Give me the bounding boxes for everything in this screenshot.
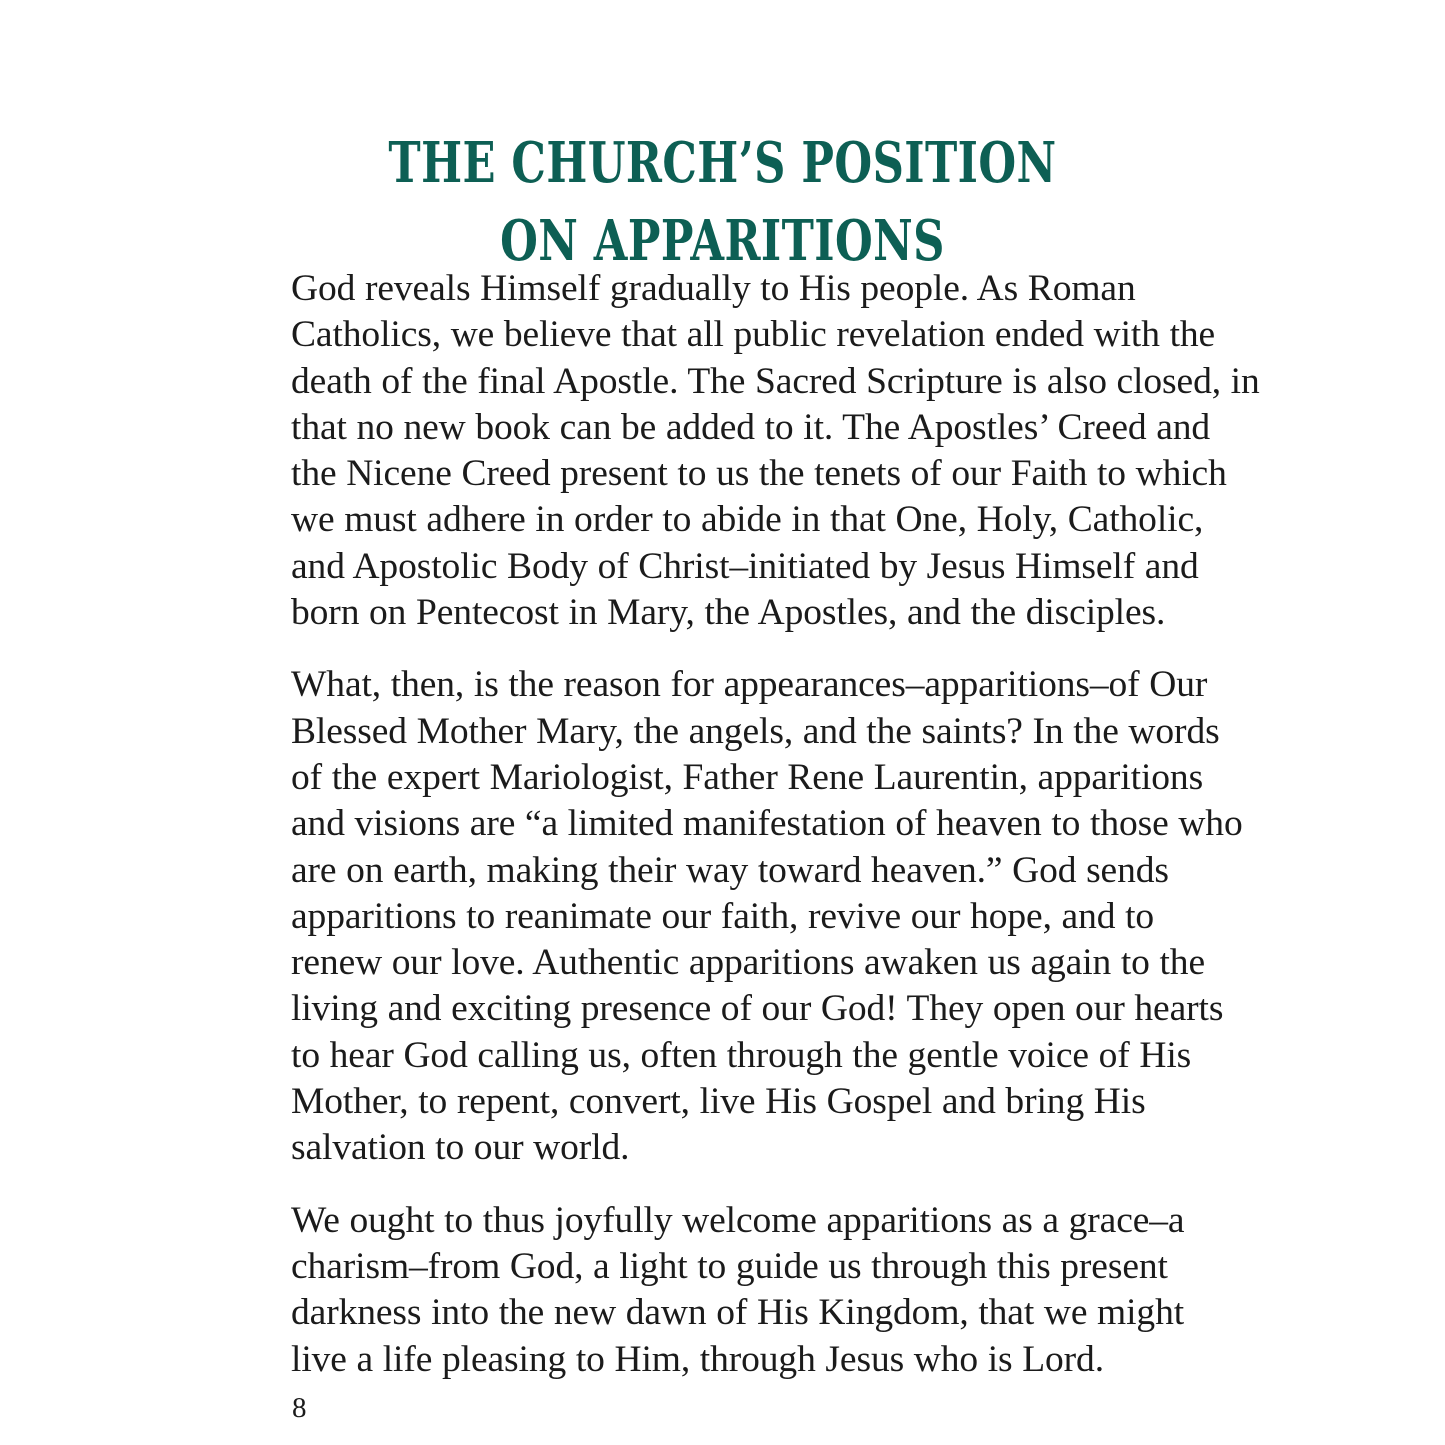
text-line: What, then, is the reason for appearances–apparitions–of Our [291, 664, 1208, 706]
page-title-line-1: THE CHURCH’S POSITION [388, 129, 1057, 196]
page-title-line-2: ON APPARITIONS [500, 207, 945, 274]
page-title [101, 124, 1344, 280]
text-line: Catholics, we believe that all public revelation ended with the [291, 314, 1216, 356]
text-line: are on earth, making their way toward heaven.” God sends [291, 849, 1169, 891]
text-line: salvation to our world. [291, 1127, 630, 1169]
paragraph-2 [291, 662, 1243, 1171]
text-line: renew our love. Authentic apparitions awaken us again to the [291, 942, 1205, 984]
text-line: the Nicene Creed present to us the tenets of our Faith to which [291, 453, 1227, 495]
text-line: born on Pentecost in Mary, the Apostles, and the disciples. [291, 592, 1166, 634]
paragraph-3 [291, 1198, 1185, 1383]
text-line: and visions are “a limited manifestation of heaven to those who [291, 803, 1243, 845]
text-line: We ought to thus joyfully welcome apparitions as a grace–a [291, 1199, 1185, 1241]
text-line: of the expert Mariologist, Father Rene Laurentin, apparitions [291, 756, 1204, 798]
text-line: Blessed Mother Mary, the angels, and the saints? In the words [291, 710, 1220, 752]
text-line: to hear God calling us, often through the gentle voice of His [291, 1034, 1192, 1076]
paragraph-1 [291, 266, 1260, 636]
text-line: darkness into the new dawn of His Kingdom, that we might [291, 1292, 1185, 1334]
text-line: God reveals Himself gradually to His people. As Roman [291, 268, 1136, 309]
text-line: we must adhere in order to abide in that One, Holy, Catholic, [291, 499, 1204, 541]
text-line: that no new book can be added to it. The Apostles’ Creed and [291, 406, 1211, 448]
text-line: living and exciting presence of our God! They open our hearts [291, 988, 1224, 1030]
body-text [291, 266, 1260, 1383]
text-line: and Apostolic Body of Christ–initiated by Jesus Himself and [291, 545, 1199, 587]
text-line: live a life pleasing to Him, through Jesus who is Lord. [291, 1338, 1104, 1380]
text-line: death of the final Apostle. The Sacred Scripture is also closed, in [291, 360, 1260, 402]
text-line: Mother, to repent, convert, live His Gospel and bring His [291, 1081, 1146, 1123]
text-line: charism–from God, a light to guide us through this present [291, 1245, 1168, 1287]
text-line: apparitions to reanimate our faith, revive our hope, and to [291, 895, 1155, 937]
page-number: 8 [292, 1392, 307, 1424]
